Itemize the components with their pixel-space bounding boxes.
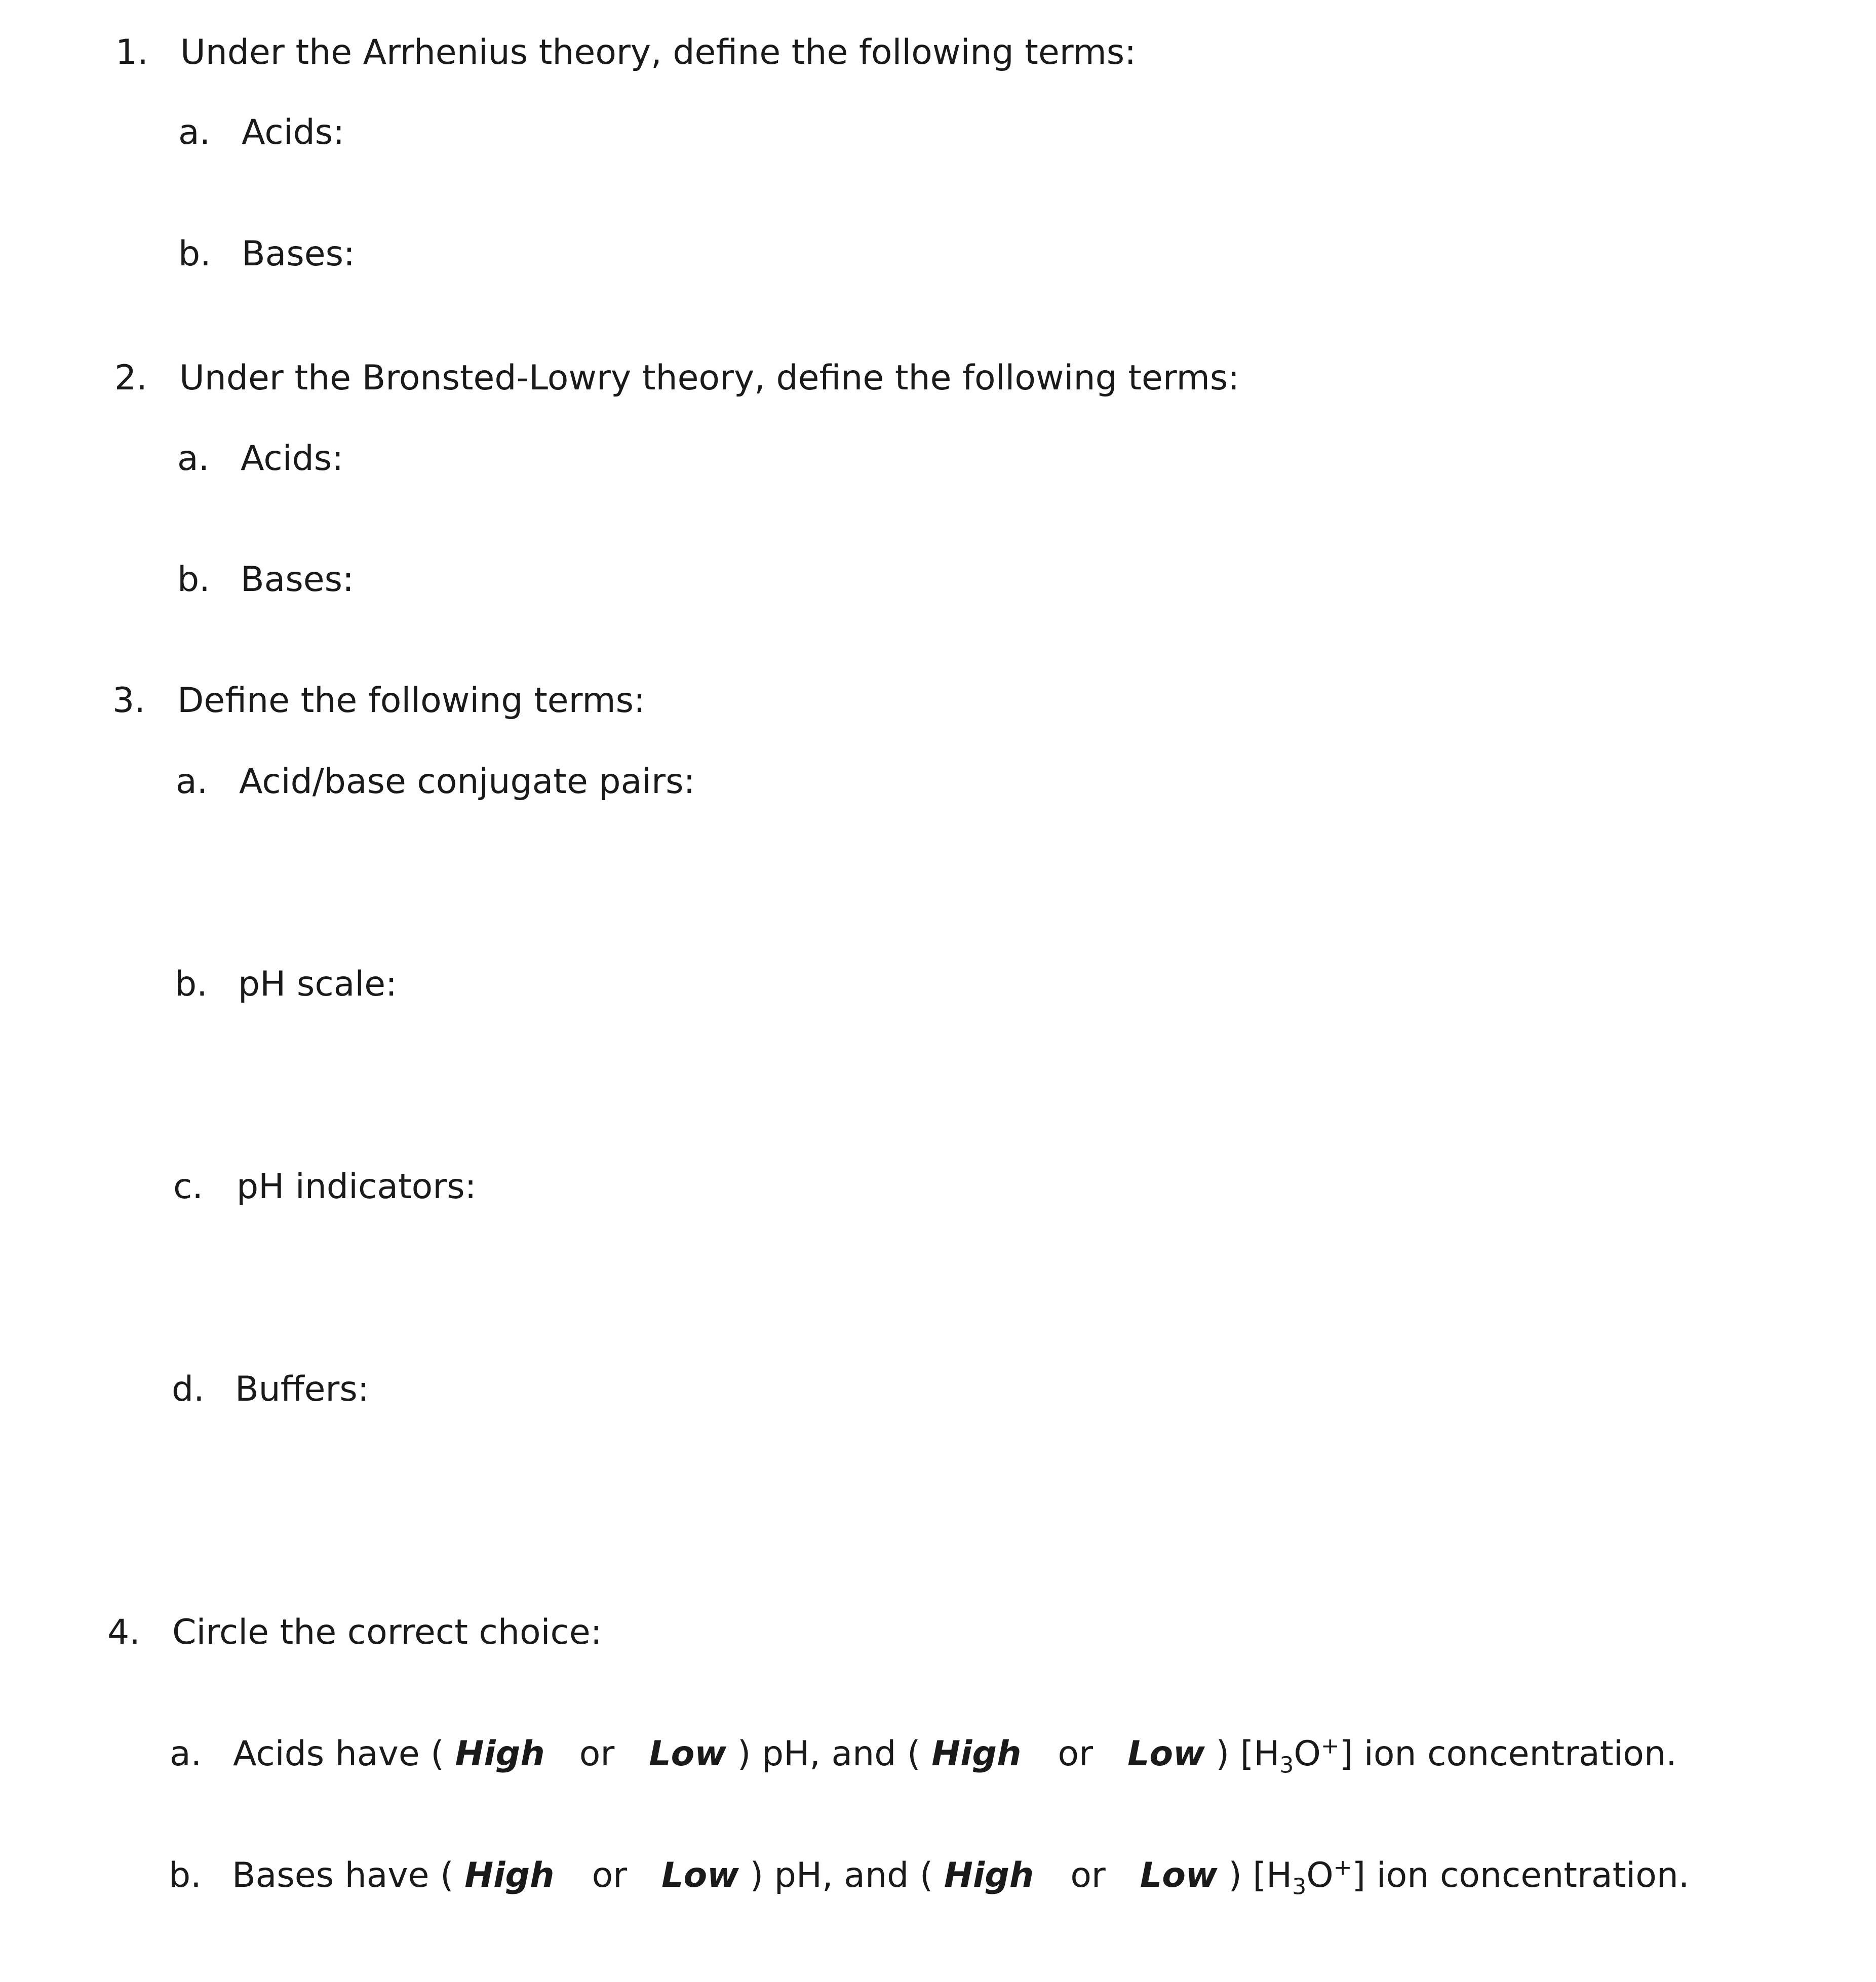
question-3: [112, 681, 645, 721]
hydronium-charge: +: [1320, 1733, 1340, 1759]
choice-high-conc[interactable]: High: [944, 1855, 1034, 1895]
question-1b: [178, 234, 355, 274]
question-number: 3.: [112, 681, 145, 721]
hydronium-subscript: 3: [1292, 1874, 1307, 1900]
hydronium-oxygen: O: [1306, 1855, 1334, 1895]
item-letter: c.: [173, 1167, 204, 1207]
item-letter: b.: [169, 1855, 202, 1895]
item-letter: b.: [178, 234, 211, 274]
choice-high-ph[interactable]: High: [455, 1734, 545, 1774]
choice-low-ph[interactable]: Low: [661, 1855, 739, 1895]
or-word: or: [592, 1855, 628, 1895]
question-3d: [172, 1369, 369, 1409]
question-4: [107, 1612, 602, 1652]
question-2b: [177, 560, 354, 600]
item-letter: b.: [175, 964, 208, 1004]
choice-low-conc[interactable]: Low: [1140, 1855, 1218, 1895]
hydronium-open: ) [H: [1216, 1734, 1280, 1774]
choice-low-conc[interactable]: Low: [1127, 1734, 1205, 1774]
item-text: Bases:: [242, 234, 355, 274]
question-3a: [176, 762, 695, 802]
item-text: [233, 1733, 1677, 1778]
question-3c: [173, 1167, 477, 1207]
question-text: Define the following terms:: [177, 681, 645, 721]
item-text: Acid/base conjugate pairs:: [239, 762, 695, 802]
question-number: 4.: [107, 1612, 140, 1652]
question-number: 1.: [115, 32, 148, 72]
question-3b: [175, 964, 398, 1004]
hydronium-oxygen: O: [1294, 1734, 1321, 1774]
statement-suffix: ] ion concentration.: [1339, 1734, 1677, 1774]
question-2: [114, 358, 1240, 398]
item-letter: b.: [177, 560, 210, 600]
item-text: Buffers:: [235, 1369, 369, 1409]
question-1a: [178, 112, 345, 152]
item-letter: a.: [176, 762, 208, 802]
question-number: 2.: [114, 358, 147, 398]
item-text: Acids:: [242, 112, 345, 152]
statement-middle: ) pH, and (: [737, 1734, 921, 1774]
choice-high-conc[interactable]: High: [931, 1734, 1022, 1774]
item-letter: a.: [178, 112, 211, 152]
question-text: Circle the correct choice:: [172, 1612, 602, 1652]
statement-prefix: Acids have (: [233, 1734, 444, 1774]
item-text: [232, 1854, 1690, 1900]
hydronium-charge: +: [1333, 1854, 1352, 1881]
item-letter: a.: [177, 439, 210, 479]
question-text: Under the Bronsted-Lowry theory, define the following terms:: [179, 358, 1240, 398]
item-text: Bases:: [241, 560, 354, 600]
or-word: or: [1070, 1855, 1106, 1895]
hydronium-open: ) [H: [1228, 1855, 1293, 1895]
question-text: Under the Arrhenius theory, define the following terms:: [180, 32, 1137, 72]
statement-prefix: Bases have (: [232, 1855, 454, 1895]
statement-suffix: ] ion concentration.: [1352, 1855, 1690, 1895]
choice-low-ph[interactable]: Low: [649, 1734, 727, 1774]
choice-high-ph[interactable]: High: [464, 1855, 555, 1895]
hydronium-subscript: 3: [1279, 1752, 1294, 1778]
question-1: [115, 32, 1137, 72]
item-letter: a.: [170, 1734, 202, 1774]
item-text: pH indicators:: [237, 1167, 477, 1207]
or-word: or: [579, 1734, 615, 1774]
or-word: or: [1058, 1734, 1093, 1774]
question-4b: [169, 1854, 1690, 1900]
item-text: pH scale:: [238, 964, 398, 1004]
item-letter: d.: [172, 1369, 205, 1409]
item-text: Acids:: [241, 439, 344, 479]
question-4a: [170, 1733, 1677, 1778]
question-2a: [177, 439, 344, 479]
statement-middle: ) pH, and (: [750, 1855, 933, 1895]
